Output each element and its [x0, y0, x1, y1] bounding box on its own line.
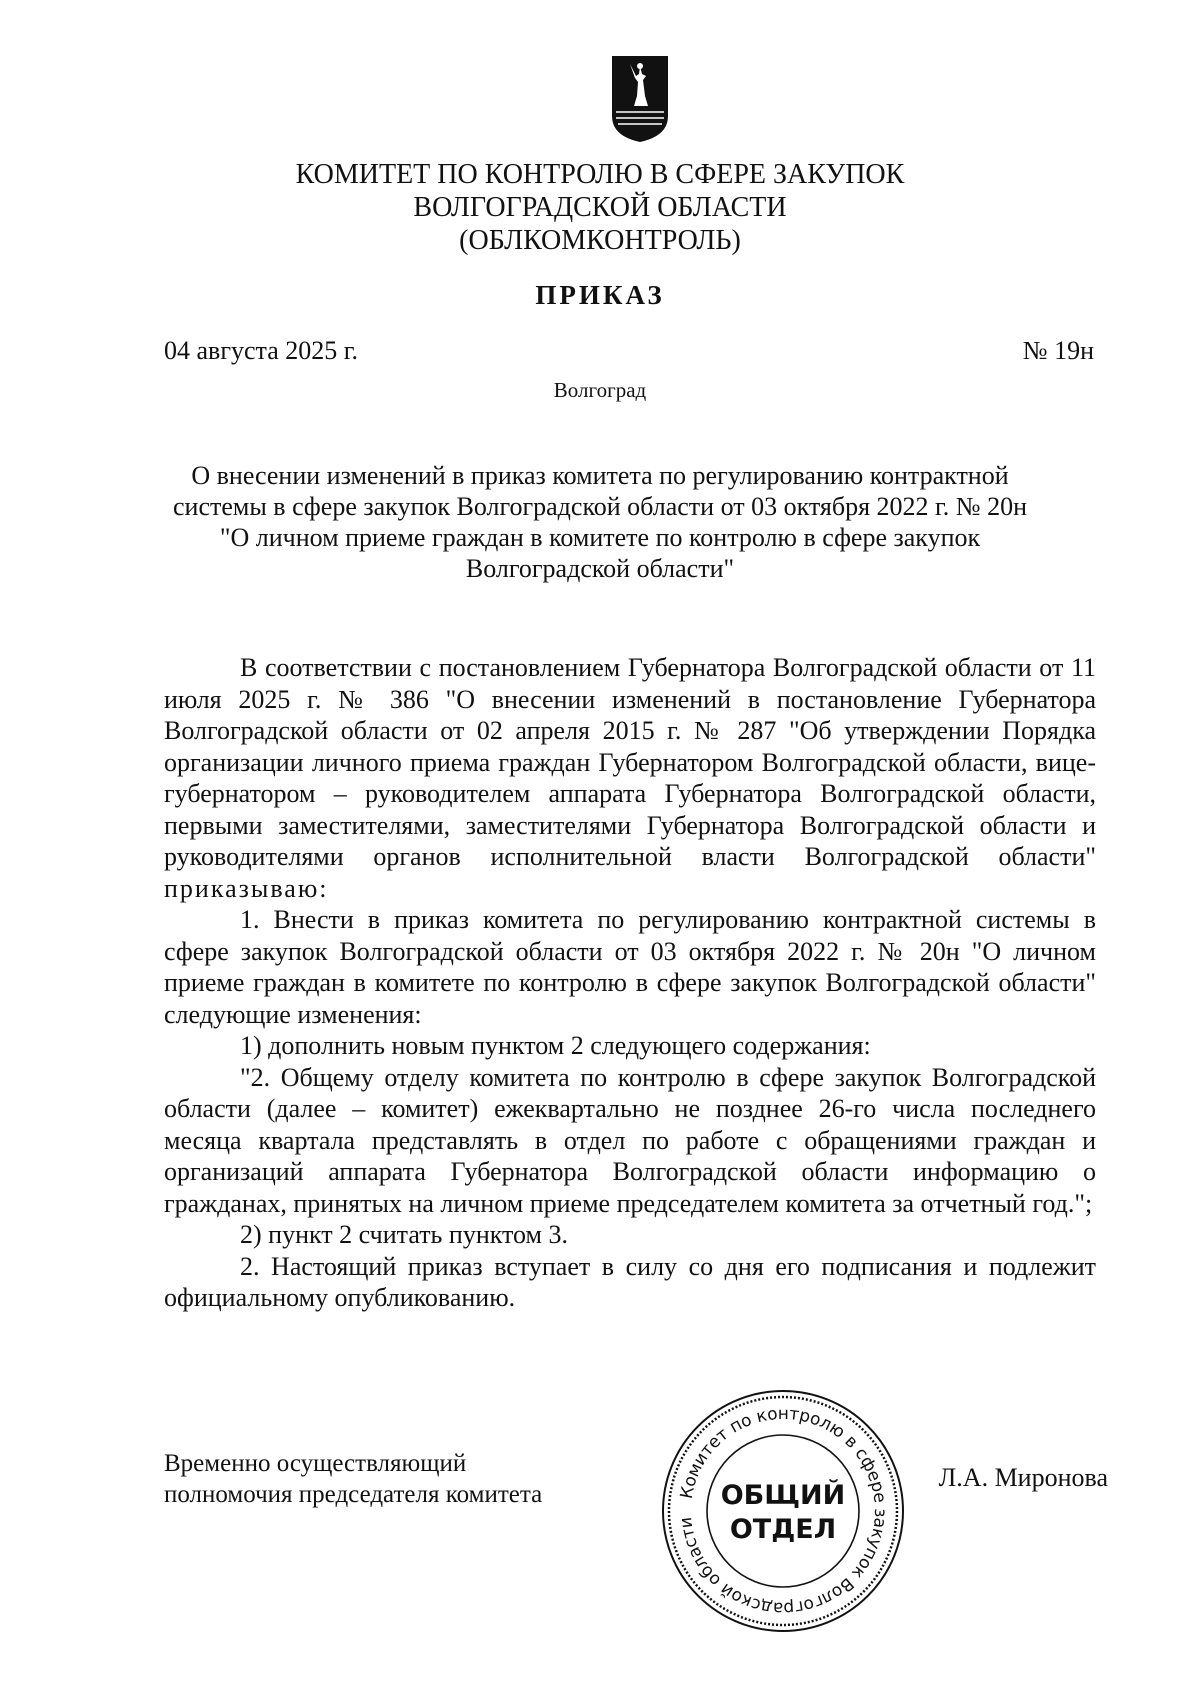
subject-line-4: Волгоградской области" — [465, 554, 735, 583]
body-paragraph-item-1: 1. Внести в приказ комитета по регулированию контрактной системы в сфере закупок Волгоградской области от 03 октября 2022 г. № 20н "О личном приеме граждан в комитете по контролю в сфере закупок Волгоградской области" следующие изменения: — [164, 905, 1096, 1029]
org-line-3: (ОБЛКОМКОНТРОЛЬ) — [459, 225, 741, 256]
subject-line-2: системы в сфере закупок Волгоградской области от 03 октября 2022 г. № 20н — [172, 492, 1028, 521]
stamp-center-line-2: ОТДЕЛ — [729, 1514, 837, 1545]
order-word: приказываю: — [164, 873, 329, 903]
official-stamp — [658, 1386, 908, 1636]
document-city: Волгоград — [553, 378, 647, 402]
stamp-ring-text: Комитет по контролю в сфере закупок Волгоградской области — [676, 1403, 891, 1619]
organization-name — [0, 158, 1200, 257]
body-paragraph-subitem-2: 2) пункт 2 считать пунктом 3. — [240, 1220, 569, 1249]
svg-text:Комитет по контролю в сфере за — [676, 1404, 890, 1618]
position-line-2: полномочия председателя комитета — [164, 1481, 543, 1508]
signatory-name: Л.А. Миронова — [938, 1463, 1108, 1492]
signatory-position — [164, 1448, 542, 1510]
document-number: № 19н — [1022, 336, 1094, 365]
org-line-2: ВОЛГОГРАДСКОЙ ОБЛАСТИ — [413, 192, 787, 223]
body-paragraph-preamble — [164, 652, 1096, 904]
document-date: 04 августа 2025 г. — [164, 336, 358, 365]
subject-line-1: О внесении изменений в приказ комитета по регулированию контрактной — [191, 461, 1009, 490]
body-paragraph-item-2: 2. Настоящий приказ вступает в силу со дня его подписания и подлежит официальному опубликованию. — [164, 1251, 1096, 1312]
preamble-text: В соответствии с постановлением Губернатора Волгоградской области от 11 июля 2025 г. № 386 "О внесении изменений в постановление Губернатора Волгоградской области от 02 апреля 2015 г. № 287 "Об утверждении Порядка организации личного приема граждан Губернатором Волгоградской области, вице-губернатором – руководителем аппарата Губернатора Волгоградской области, первыми заместителями, заместителями Губернатора Волгоградской области и руководителями органов исполнительной власти Волгоградской области" — [164, 653, 1096, 871]
document-type: ПРИКАЗ — [535, 280, 665, 310]
position-line-1: Временно осуществляющий — [164, 1450, 467, 1477]
stamp-center-line-1: ОБЩИЙ — [720, 1480, 846, 1511]
body-paragraph-subitem-1: 1) дополнить новым пунктом 2 следующего содержания: — [240, 1031, 871, 1060]
volgograd-emblem-icon — [608, 52, 672, 144]
body-paragraph-new-item-text: "2. Общему отделу комитета по контролю в сфере закупок Волгоградской области (далее – комитет) ежеквартально не позднее 26-го числа последнего месяца квартала представлять в отдел по работе с обращениями граждан и организаций аппарата Губернатора Волгоградской области информацию о гражданах, принятых на личном приеме председателем комитета за отчетный год."; — [164, 1062, 1096, 1218]
org-line-1: КОМИТЕТ ПО КОНТРОЛЮ В СФЕРЕ ЗАКУПОК — [295, 159, 905, 190]
subject-line-3: "О личном приеме граждан в комитете по контролю в сфере закупок — [219, 523, 981, 552]
document-body — [164, 652, 1096, 1314]
document-subject — [150, 460, 1050, 584]
